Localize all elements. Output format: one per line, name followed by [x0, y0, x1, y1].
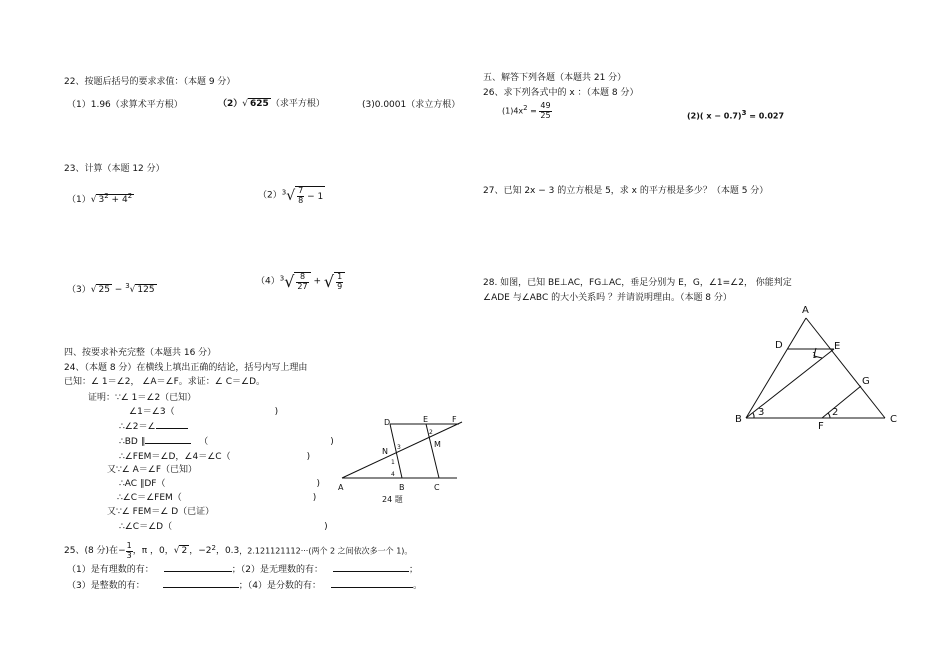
- q23-part3: （3）√ 25 − $^3$√ 125: [67, 282, 155, 295]
- q24-step: ∠1＝∠3（ ): [129, 407, 279, 417]
- q26-title: 26、求下列各式中的 x ：（本题 8 分）: [483, 88, 639, 98]
- q26-part2: (2)( x − 0.7)$^3$ = 0.027: [687, 109, 785, 121]
- fig24-label: 2: [429, 429, 433, 436]
- q28-line1: 28. 如图，已知 BE⊥AC，FG⊥AC，垂足分别为 E，G，∠1=∠2， 你能判定: [483, 278, 792, 288]
- q23-title: 23、计算（本题 12 分）: [64, 164, 165, 174]
- fig24-label: 4: [391, 471, 395, 478]
- fig24-label: D: [384, 418, 391, 427]
- q25-row1: （1）是有理数的有： ；（2）是无理数的有： ；: [67, 565, 418, 575]
- q24-step: ∴∠2＝∠: [119, 423, 188, 432]
- q24-figure: [330, 412, 470, 507]
- fig28-label: E: [834, 341, 841, 352]
- q24-title: 24、（本题 8 分）在横线上填出正确的结论，括号内写上理由: [64, 363, 308, 373]
- section4-title: 四、按要求补充完整（本题共 16 分）: [64, 348, 217, 358]
- q24-step: ∴BD ∥ （ ): [119, 437, 334, 447]
- fig28-label: 1: [812, 351, 818, 360]
- q24-step: 证明：∵∠ 1＝∠2（已知）: [88, 393, 197, 403]
- q24-step: ∴∠FEM＝∠D，∠4＝∠C（ ): [119, 452, 311, 462]
- fig24-label: E: [423, 415, 429, 424]
- fig28-label: G: [862, 376, 870, 387]
- q23-part1: （1）√ $3^2 + 4^2$: [67, 192, 133, 205]
- q28-figure: [730, 300, 905, 430]
- fig24-caption: 24 题: [382, 495, 403, 504]
- fig24-label: C: [434, 483, 440, 492]
- q22-part2: （2）√ 625 （求平方根）: [218, 99, 325, 109]
- fig24-label: M: [434, 440, 441, 449]
- fig24-label: A: [338, 483, 344, 492]
- fig28-label: F: [818, 421, 824, 430]
- q23-part2: $(2)^3√$ $\frac{7}{8}$ − 1: [258, 186, 324, 205]
- fig28-label: 3: [758, 407, 765, 418]
- q22-title: 22、按题后括号的要求求值：（本题 9 分）: [64, 77, 236, 87]
- fig28-label: D: [775, 340, 783, 351]
- q24-given: 已知：∠ 1＝∠2， ∠A＝∠F。求证：∠ C＝∠D。: [64, 377, 265, 387]
- q25-row2: （3）是整数的有： ；（4）是分数的有： 。: [67, 581, 422, 591]
- fig24-label: B: [399, 483, 405, 492]
- q24-step: 又∵∠ A＝∠F（已知）: [107, 465, 198, 475]
- fig28-label: 2: [832, 407, 839, 418]
- q28-line2: ∠ADE 与∠ABC 的大小关系吗 ？并请说明理由。（本题 8 分）: [483, 293, 732, 303]
- fig24-label: 1: [391, 459, 395, 466]
- q24-step: ∴AC ∥DF（ ): [119, 479, 320, 489]
- section5-title: 五、解答下列各题（本题共 21 分）: [483, 73, 627, 83]
- fig24-label: F: [452, 415, 457, 424]
- fig28-label: C: [890, 414, 897, 425]
- q27-text: 27、已知 2x − 3 的立方根是 5，求 x 的平方根是多少？（本题 5 分）: [483, 186, 769, 196]
- q22-part3: (3)0.0001（求立方根）: [362, 100, 461, 110]
- fig28-label: B: [735, 414, 742, 425]
- fig24-label: N: [382, 447, 388, 456]
- q26-part1: $(1)4x^2$ = $\frac{49}{25}$: [502, 101, 551, 120]
- q22-part1: （1）1.96（求算术平方根）: [67, 100, 183, 110]
- q25-question: 25、(8 分)在− $\frac{1}{3}$ ，π ，0，√ 2 ，$-2^2$，0.3，2.121121112···(两个 2 之间依次多一个 1)。: [64, 541, 413, 560]
- q24-step: ∴∠C＝∠FEM（ ): [117, 493, 317, 503]
- q24-step: 又∵∠ FEM＝∠ D（已证）: [107, 507, 215, 517]
- fig28-label: A: [802, 305, 809, 316]
- fig24-label: 3: [397, 444, 401, 451]
- q24-step: ∴∠C＝∠D（ ): [119, 522, 328, 532]
- q23-part4: $(4)^3√$ $\frac{8}{27}$ + √ $\frac{1}{9}$: [256, 272, 345, 292]
